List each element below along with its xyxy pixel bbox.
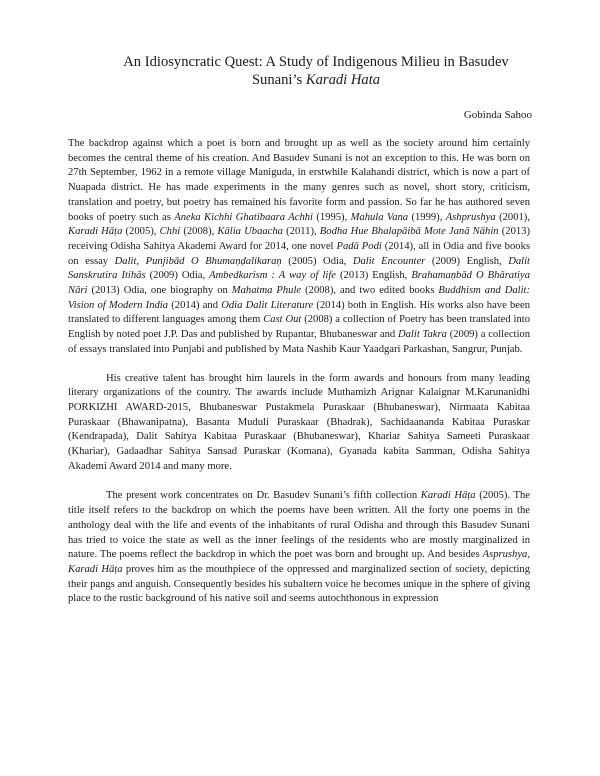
italic-text-segment: Buddhism and Dalit: Vision of Modern India: [68, 285, 530, 311]
italic-text-segment: Ambedkarism : A way of life: [209, 270, 336, 282]
text-segment: (2001),: [495, 211, 530, 223]
text-segment: (2013) receiving Odisha Sahitya Akademi Award for 2014, one novel: [68, 226, 530, 252]
italic-text-segment: Aneka Kichhi Ghatibaara Achhi: [174, 211, 313, 223]
text-segment: The present work concentrates on Dr. Basudev Sunani’s fifth collection: [106, 490, 421, 502]
italic-text-segment: Chhi: [159, 226, 181, 238]
text-segment: (2013) Odia, one biography on: [87, 285, 232, 297]
italic-text-segment: Bodha Hue Bhalapāibā Mote Janā Nāhin: [319, 226, 499, 238]
text-segment: (2011),: [282, 226, 320, 238]
italic-text-segment: Brahamaṇbād O Bhāratiya Nāri: [68, 270, 530, 297]
italic-text-segment: Kālia Ubaacha: [217, 226, 283, 238]
body-text: [68, 137, 530, 607]
title-line-1: An Idiosyncratic Quest: A Study of Indigenous Milieu in Basudev: [123, 54, 509, 70]
italic-text-segment: Padā Podi: [336, 240, 382, 252]
italic-text-segment: Dalit Sanskrutira Itihās: [68, 255, 530, 282]
italic-text-segment: Karadi Hāṭa: [68, 226, 123, 238]
text-segment: (2008) a collection of Poetry has been translated into English by noted poet J.P. Das and published by Rupantar, Bhubaneswar and: [68, 314, 530, 341]
italic-text-segment: Dalit, Punjibād O Bhumaṇḍalikaraṇ: [114, 255, 282, 267]
text-segment: (2013) English,: [335, 270, 412, 282]
italic-text-segment: Karadi Hāṭa: [68, 563, 123, 575]
text-segment: (2009) a collection of essays translated into Punjabi and published by Mata Nashib Kaur Yaadgari Parkashan, Sangrur, Punjab.: [68, 329, 531, 355]
title-line-2-plain: Sunani’s: [251, 72, 306, 88]
title-line-2-italic: Karadi Hata: [305, 72, 381, 88]
text-segment: (2009) English,: [425, 255, 509, 267]
text-segment: (2008), and two edited books: [301, 285, 439, 297]
text-segment: His creative talent has brought him laurels in the form awards and honours from many leading literary organizations of the country. The awards include Muthamizh Arignar Kalaignar M.Karunanidhi PORKIZHI AWARD-2015, Bhubaneswar Pustakmela Puraskaar (Bhubaneswar), Nirmaata Kabitaa Puraskaar (Bhawanipatna), Basanta Muduli Puraskaar (Bhadrak), Sachidaananda Kabitaa Puraskar (Kendrapada), Dalit Sahitya Kabitaa Puraskaar (Bhubaneswar), Khariar Sahitya Sameeti Puraskaar (Khariar), Gadaadhar Sahitya Sansad Puraskar (Komana), Gyanada kabita Samman, Odisha Sahitya Akademi Award 2014 and many more.: [68, 372, 530, 472]
italic-text-segment: Asprushya: [482, 549, 528, 561]
italic-text-segment: Ashprushya: [445, 211, 496, 223]
italic-text-segment: Dalit Takra: [397, 329, 447, 341]
text-segment: (1999),: [408, 211, 446, 223]
text-segment: The backdrop against which a poet is born and brought up as well as the society around him certainly becomes the central theme of his creation. And Basudev Sunani is not an exception to this. He was born on 27th September, 1962 in a remote village Maniguda, in erstwhile Kalahandi district, which is now a part of Nuapada district. He has made experiments in the many genres such as novel, short story, criticism, translation and poetry, but poetry has remained his favorite form and passion. So far he has authored seven books of poetry such as: [68, 138, 530, 223]
text-segment: (2008),: [180, 226, 218, 238]
text-segment: (2014), all in Odia and five books on essay: [68, 240, 530, 267]
author-name: Gobinda Sahoo: [463, 109, 532, 121]
paragraph: [68, 137, 530, 358]
italic-text-segment: Cast Out: [263, 314, 302, 326]
italic-text-segment: Mahula Vana: [350, 211, 409, 223]
text-segment: (2005),: [122, 226, 160, 238]
paragraph: [68, 372, 530, 475]
text-segment: ,: [527, 549, 530, 561]
paper-title: [100, 53, 532, 89]
text-segment: (2014) and: [168, 299, 222, 311]
paragraph: [68, 489, 530, 607]
italic-text-segment: Dalit Encounter: [352, 255, 426, 267]
italic-text-segment: Mahatma Phule: [231, 285, 302, 297]
italic-text-segment: Karadi Hāṭa: [420, 490, 476, 502]
text-segment: (2009) Odia,: [145, 270, 210, 282]
text-segment: (2005). The title itself refers to the backdrop on which the poems have been written. All the forty one poems in the anthology deal with the life and events of the inhabitants of rural Odisha and through this Basudev Sunani has tried to voice the state as well as the inner feelings of the residents who are mostly marginalized in nature. The poems reflect the backdrop in which the poet was born and brought up. And besides: [68, 490, 530, 561]
text-segment: (2005) Odia,: [281, 255, 353, 267]
italic-text-segment: Odia Dalit Literature: [221, 299, 314, 311]
text-segment: (2014) both in English. His works also have been translated to different languages among them: [68, 299, 530, 326]
text-segment: proves him as the mouthpiece of the oppressed and marginalized section of society, depicting their pangs and anguish. Consequently besides his subaltern voice he becomes unique in the sphere of giving place to the rustic background of his native soil and seems autochthonous in expression: [68, 563, 531, 605]
text-segment: (1995),: [312, 211, 351, 223]
